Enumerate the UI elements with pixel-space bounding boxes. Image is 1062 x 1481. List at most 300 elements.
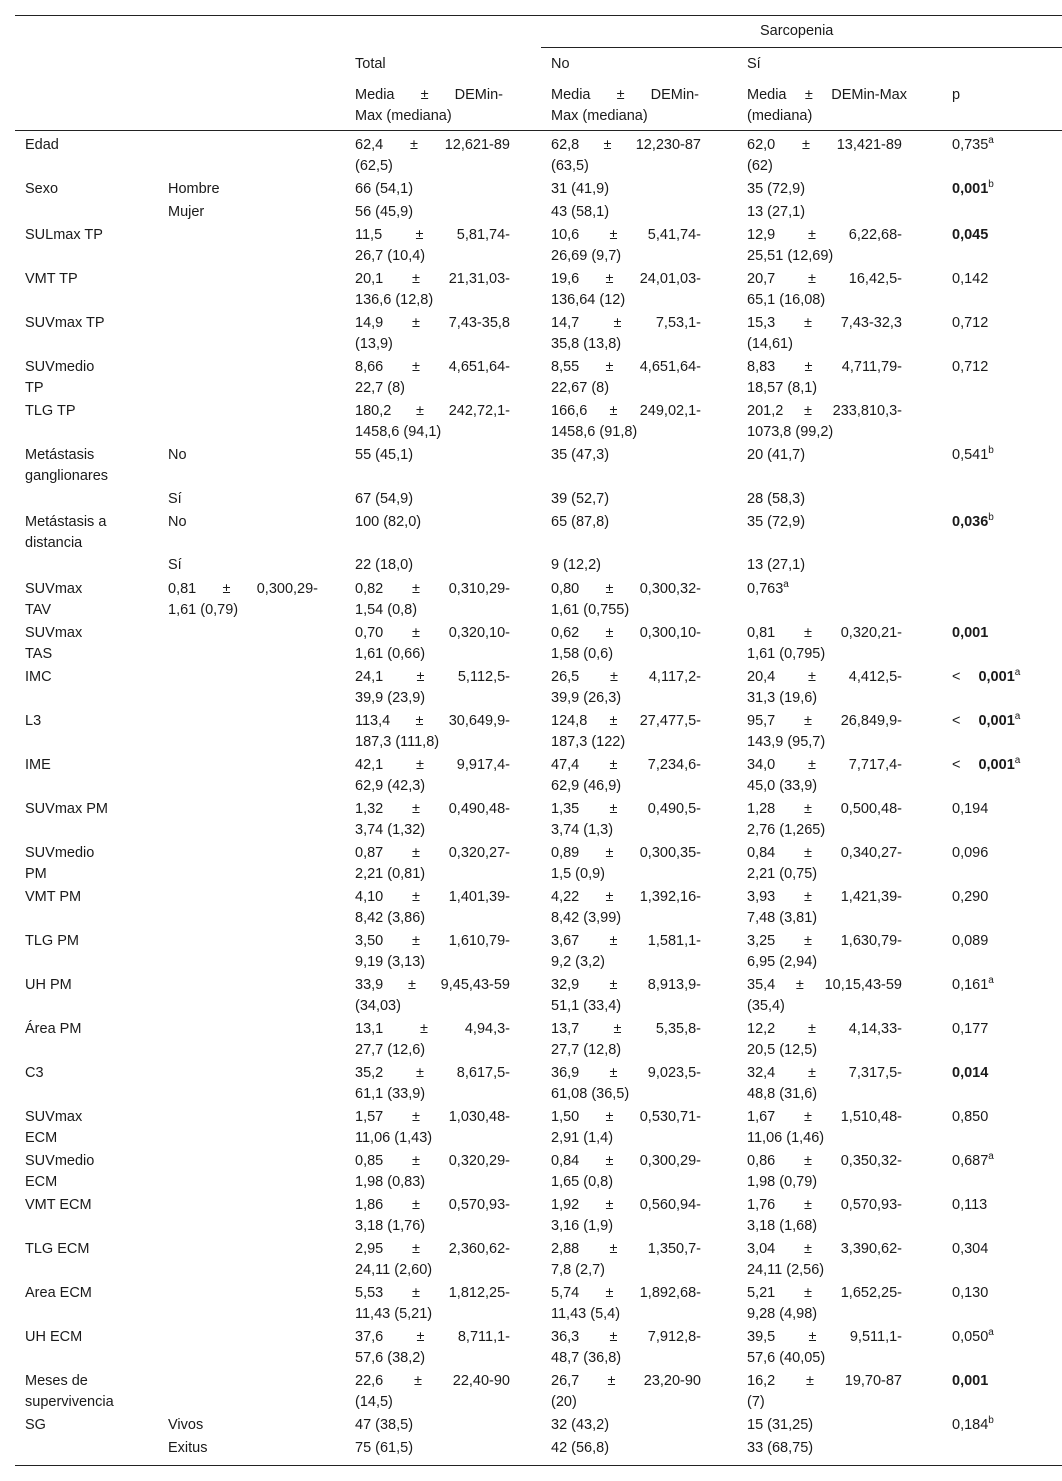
- cell-line: 166,6 ± 249,02,1-: [551, 403, 701, 419]
- cell-line: 57,6 (40,05): [747, 1350, 826, 1366]
- cell-no: [551, 1239, 701, 1281]
- cell-line: 43 (58,1): [551, 204, 610, 220]
- cell-line: 61,1 (33,9): [355, 1086, 426, 1102]
- cell-line: (14,5): [355, 1394, 393, 1410]
- cell-line: Metástasis a: [25, 514, 107, 530]
- cell-line: 14,7 ± 7,53,1-: [551, 315, 701, 331]
- cell-line: 8,42 (3,99): [551, 910, 622, 926]
- row-variable: [25, 1415, 150, 1436]
- cell-line: SUVmax: [25, 625, 83, 641]
- p-value: 0,001: [978, 757, 1015, 773]
- cell-no: [551, 1327, 701, 1369]
- cell-line: 187,3 (111,8): [355, 734, 440, 750]
- cell-total: [355, 755, 510, 797]
- cell-si: [747, 887, 902, 929]
- cell-line: SUVmax PM: [25, 801, 108, 817]
- p-value: 0,045: [952, 227, 989, 243]
- cell-line: 34,0 ± 7,717,4-: [747, 757, 902, 773]
- cell-line: UH ECM: [25, 1329, 83, 1345]
- cell-line: 36,3 ± 7,912,8-: [551, 1329, 701, 1345]
- cell-no: [551, 1063, 701, 1105]
- cell-total: [355, 512, 510, 533]
- cell-line: 20 (41,7): [747, 447, 806, 463]
- cell-line: 61,08 (36,5): [551, 1086, 630, 1102]
- cell-p-value: [952, 1107, 1057, 1128]
- cell-line: Sexo: [25, 181, 59, 197]
- cell-line: 35,8 (13,8): [551, 336, 622, 352]
- row-category: [168, 579, 318, 621]
- cell-total: [355, 1019, 510, 1061]
- cell-line: 1,67 ± 1,510,48-: [747, 1109, 902, 1125]
- header-stat-total: [355, 85, 503, 127]
- cell-si: [747, 555, 902, 576]
- cell-line: 6,95 (2,94): [747, 954, 818, 970]
- cell-line: 11,43 (5,21): [355, 1306, 433, 1322]
- cell-line: 1458,6 (94,1): [355, 424, 442, 440]
- cell-total: [355, 931, 510, 973]
- cell-line: 20,4 ± 4,412,5-: [747, 669, 902, 685]
- cell-line: 57,6 (38,2): [355, 1350, 426, 1366]
- cell-p-value: [952, 843, 1057, 864]
- cell-p-value: [952, 357, 1057, 378]
- cell-line: 62,4 ± 12,621-89: [355, 137, 510, 153]
- cell-no: [551, 1019, 701, 1061]
- cell-si: [747, 1063, 902, 1105]
- p-value: 0,096: [952, 845, 989, 861]
- header-bottom-rule: [15, 130, 1062, 131]
- cell-total: [355, 1415, 510, 1436]
- cell-line: 22 (18,0): [355, 557, 414, 573]
- cell-line: 1,61 (0,755): [551, 602, 630, 618]
- cell-no: [551, 1151, 701, 1193]
- cell-no: [551, 975, 701, 1017]
- header-stat-line: Max (mediana): [355, 108, 452, 124]
- p-value: 0,177: [952, 1021, 989, 1037]
- cell-si: [747, 202, 902, 223]
- cell-total: [355, 1239, 510, 1281]
- cell-line: Mujer: [168, 204, 205, 220]
- cell-p-value: [952, 225, 1057, 246]
- cell-line: TAV: [25, 602, 52, 618]
- row-category: [168, 202, 318, 223]
- cell-line: 35 (47,3): [551, 447, 610, 463]
- footnote-marker: a: [988, 135, 994, 147]
- cell-line: 1,76 ± 0,570,93-: [747, 1197, 902, 1213]
- p-value: 0,687: [952, 1153, 989, 1169]
- cell-line: 20,5 (12,5): [747, 1042, 818, 1058]
- cell-p-value: [952, 975, 1057, 996]
- cell-line: SULmax TP: [25, 227, 103, 243]
- cell-line: 0,82 ± 0,310,29-: [355, 581, 510, 597]
- cell-line: TLG TP: [25, 403, 76, 419]
- cell-total: [355, 401, 510, 443]
- row-variable: [25, 799, 150, 820]
- cell-total: [355, 1371, 510, 1413]
- row-variable: [25, 357, 150, 399]
- cell-line: 1,32 ± 0,490,48-: [355, 801, 510, 817]
- cell-line: 2,21 (0,75): [747, 866, 818, 882]
- cell-total: [355, 1151, 510, 1193]
- cell-si: [747, 1438, 902, 1459]
- cell-line: Sí: [168, 491, 182, 507]
- cell-line: 201,2 ± 233,810,3-: [747, 403, 902, 419]
- cell-no: [551, 1107, 701, 1149]
- cell-line: 180,2 ± 242,72,1-: [355, 403, 510, 419]
- cell-line: 5,21 ± 1,652,25-: [747, 1285, 902, 1301]
- cell-line: IMC: [25, 669, 52, 685]
- cell-si: [747, 269, 902, 311]
- cell-p-value: [952, 269, 1057, 290]
- cell-line: C3: [25, 1065, 44, 1081]
- cell-si: [747, 512, 902, 533]
- p-value: 0,304: [952, 1241, 989, 1257]
- cell-line: L3: [25, 713, 42, 729]
- cell-no: [551, 667, 701, 709]
- cell-line: 11,06 (1,43): [355, 1130, 433, 1146]
- cell-line: 3,04 ± 3,390,62-: [747, 1241, 902, 1257]
- cell-total: [355, 1438, 510, 1459]
- cell-line: 13,1 ± 4,94,3-: [355, 1021, 510, 1037]
- cell-line: 35,2 ± 8,617,5-: [355, 1065, 510, 1081]
- cell-si: [747, 401, 902, 443]
- cell-line: (63,5): [551, 158, 589, 174]
- cell-line: 24,11 (2,60): [355, 1262, 433, 1278]
- p-value: 0,089: [952, 933, 989, 949]
- cell-line: 11,06 (1,46): [747, 1130, 825, 1146]
- cell-line: 27,7 (12,8): [551, 1042, 622, 1058]
- header-stat-line: (mediana): [747, 108, 813, 124]
- cell-line: 136,6 (12,8): [355, 292, 434, 308]
- cell-line: (62): [747, 158, 773, 174]
- cell-line: 3,67 ± 1,581,1-: [551, 933, 701, 949]
- p-value: 0,712: [952, 315, 989, 331]
- cell-line: Edad: [25, 137, 59, 153]
- header-stat-line: Max (mediana): [551, 108, 648, 124]
- cell-si: [747, 445, 902, 466]
- row-variable: [25, 887, 150, 908]
- p-value: 0,194: [952, 801, 989, 817]
- cell-total: [355, 135, 510, 177]
- cell-line: 0,87 ± 0,320,27-: [355, 845, 510, 861]
- cell-line: supervivencia: [25, 1394, 114, 1410]
- cell-si: [747, 313, 902, 355]
- cell-line: 9,28 (4,98): [747, 1306, 818, 1322]
- cell-p-value: [952, 931, 1057, 952]
- cell-no: [551, 799, 701, 841]
- row-variable: [25, 512, 150, 554]
- cell-line: 32 (43,2): [551, 1417, 610, 1433]
- row-variable: [25, 1195, 150, 1216]
- cell-line: 67 (54,9): [355, 491, 414, 507]
- cell-line: 62,9 (42,3): [355, 778, 426, 794]
- cell-line: 33,9 ± 9,45,43-59: [355, 977, 510, 993]
- cell-line: 2,91 (1,4): [551, 1130, 614, 1146]
- cell-line: 56 (45,9): [355, 204, 414, 220]
- row-variable: [25, 1283, 150, 1304]
- footnote-marker: b: [988, 445, 994, 457]
- cell-line: 12,9 ± 6,22,68-: [747, 227, 902, 243]
- cell-line: SUVmax: [25, 581, 83, 597]
- p-value: 0,712: [952, 359, 989, 375]
- p-value: 0,001: [952, 1373, 989, 1389]
- footnote-marker: b: [988, 512, 994, 524]
- cell-line: 42,1 ± 9,917,4-: [355, 757, 510, 773]
- cell-line: 2,95 ± 2,360,62-: [355, 1241, 510, 1257]
- p-value: 0,161: [952, 977, 989, 993]
- cell-line: TLG PM: [25, 933, 79, 949]
- cell-total: [355, 269, 510, 311]
- cell-line: 3,74 (1,32): [355, 822, 426, 838]
- cell-si: [747, 975, 902, 1017]
- cell-si: [747, 623, 902, 665]
- cell-line: 62,8 ± 12,230-87: [551, 137, 701, 153]
- p-value: 0,036: [952, 514, 989, 530]
- cell-line: 1,54 (0,8): [355, 602, 418, 618]
- cell-line: 1458,6 (91,8): [551, 424, 638, 440]
- cell-line: 1,50 ± 0,530,71-: [551, 1109, 701, 1125]
- cell-no: [551, 1283, 701, 1325]
- row-variable: [25, 269, 150, 290]
- cell-total: [355, 313, 510, 355]
- cell-line: 7,8 (2,7): [551, 1262, 605, 1278]
- cell-line: 15,3 ± 7,43-32,3: [747, 315, 902, 331]
- cell-no: [551, 401, 701, 443]
- cell-no: [551, 445, 701, 466]
- cell-line: 22,7 (8): [355, 380, 405, 396]
- cell-si: [747, 1019, 902, 1061]
- cell-no: [551, 555, 701, 576]
- cell-total: [355, 202, 510, 223]
- cell-line: 24,1 ± 5,112,5-: [355, 669, 510, 685]
- less-than-sign: <: [952, 757, 961, 773]
- cell-line: 0,86 ± 0,350,32-: [747, 1153, 902, 1169]
- cell-total: [355, 1327, 510, 1369]
- cell-line: 35 (72,9): [747, 181, 806, 197]
- cell-no: [551, 225, 701, 267]
- cell-no: [551, 202, 701, 223]
- cell-p-value: [952, 1063, 1057, 1084]
- cell-line: Exitus: [168, 1440, 208, 1456]
- cell-line: 9 (12,2): [551, 557, 601, 573]
- cell-line: (35,4): [747, 998, 785, 1014]
- cell-si: [747, 1239, 902, 1281]
- cell-si: [747, 1415, 902, 1436]
- row-variable: [25, 313, 150, 334]
- cell-total: [355, 975, 510, 1017]
- cell-si: [747, 931, 902, 973]
- row-variable: [25, 1063, 150, 1084]
- cell-p-value: [952, 1415, 1057, 1436]
- table-top-rule: [15, 15, 1062, 16]
- footnote-marker: a: [1014, 755, 1021, 767]
- cell-line: 3,74 (1,3): [551, 822, 614, 838]
- cell-line: 31 (41,9): [551, 181, 610, 197]
- cell-line: 33 (68,75): [747, 1440, 814, 1456]
- cell-line: VMT TP: [25, 271, 78, 287]
- cell-line: 4,22 ± 1,392,16-: [551, 889, 701, 905]
- cell-si: [747, 843, 902, 885]
- cell-no: [551, 1415, 701, 1436]
- cell-line: 39,5 ± 9,511,1-: [747, 1329, 902, 1345]
- header-total: Total: [355, 56, 386, 72]
- cell-total: [355, 843, 510, 885]
- cell-line: 9,2 (3,2): [551, 954, 605, 970]
- cell-line: 10,6 ± 5,41,74-: [551, 227, 701, 243]
- cell-line: 3,16 (1,9): [551, 1218, 614, 1234]
- cell-line: 62,0 ± 13,421-89: [747, 137, 902, 153]
- cell-no: [551, 755, 701, 797]
- cell-line: 143,9 (95,7): [747, 734, 826, 750]
- cell-line: 3,18 (1,68): [747, 1218, 818, 1234]
- cell-no: [551, 843, 701, 885]
- row-category: [168, 555, 318, 576]
- cell-line: 37,6 ± 8,711,1-: [355, 1329, 510, 1345]
- cell-line: (62,5): [355, 158, 393, 174]
- cell-line: 1073,8 (99,2): [747, 424, 834, 440]
- cell-line: 62,9 (46,9): [551, 778, 622, 794]
- cell-p-value: [952, 1195, 1057, 1216]
- cell-line: 3,25 ± 1,630,79-: [747, 933, 902, 949]
- row-variable: [25, 135, 150, 156]
- header-stat-line: Media ± DEMin-Max: [747, 87, 907, 103]
- cell-total: [355, 1107, 510, 1149]
- less-than-sign: <: [952, 713, 961, 729]
- cell-line: UH PM: [25, 977, 72, 993]
- row-variable: [25, 179, 150, 200]
- cell-line: 1,57 ± 1,030,48-: [355, 1109, 510, 1125]
- cell-total: [355, 357, 510, 399]
- cell-total: [355, 579, 510, 621]
- row-variable: [25, 1107, 150, 1149]
- cell-line: 18,57 (8,1): [747, 380, 818, 396]
- cell-line: 26,7 (10,4): [355, 248, 426, 264]
- cell-line: 1,86 ± 0,570,93-: [355, 1197, 510, 1213]
- cell-line: 0,89 ± 0,300,35-: [551, 845, 701, 861]
- cell-total: [355, 711, 510, 753]
- row-variable: [25, 1151, 150, 1193]
- cell-no: [551, 887, 701, 929]
- cell-line: 0,84 ± 0,300,29-: [551, 1153, 701, 1169]
- footnote-marker: a: [1014, 667, 1021, 679]
- cell-total: [355, 1195, 510, 1237]
- p-value: 0,142: [952, 271, 989, 287]
- footnote-marker: b: [988, 179, 994, 191]
- cell-line: 124,8 ± 27,477,5-: [551, 713, 701, 729]
- cell-no: [551, 357, 701, 399]
- cell-si: [747, 711, 902, 753]
- header-sarcopenia: Sarcopenia: [760, 23, 834, 39]
- cell-si: [747, 489, 902, 510]
- row-category: [168, 489, 318, 510]
- cell-line: 3,93 ± 1,421,39-: [747, 889, 902, 905]
- cell-line: 26,5 ± 4,117,2-: [551, 669, 701, 685]
- cell-si: [747, 1327, 902, 1369]
- cell-line: 3,50 ± 1,610,79-: [355, 933, 510, 949]
- cell-no: [551, 931, 701, 973]
- header-stat-line: Media ± DEMin-: [355, 87, 503, 103]
- cell-no: [551, 179, 701, 200]
- header-no: No: [551, 56, 570, 72]
- cell-line: 1,5 (0,9): [551, 866, 605, 882]
- p-value: 0,735: [952, 137, 989, 153]
- cell-line: 35 (72,9): [747, 514, 806, 530]
- cell-no: [551, 1438, 701, 1459]
- cell-line: 1,92 ± 0,560,94-: [551, 1197, 701, 1213]
- cell-no: [551, 579, 701, 621]
- row-variable: [25, 1019, 150, 1040]
- cell-line: 13 (27,1): [747, 204, 806, 220]
- cell-line: Sí: [168, 557, 182, 573]
- cell-line: 14,9 ± 7,43-35,8: [355, 315, 510, 331]
- cell-line: 0,85 ± 0,320,29-: [355, 1153, 510, 1169]
- cell-si: [747, 579, 902, 600]
- row-variable: [25, 1239, 150, 1260]
- cell-line: 13,7 ± 5,35,8-: [551, 1021, 701, 1037]
- cell-line: 32,9 ± 8,913,9-: [551, 977, 701, 993]
- cell-line: 31,3 (19,6): [747, 690, 818, 706]
- cell-line: 0,763$^a$: [747, 579, 789, 597]
- cell-line: ganglionares: [25, 468, 109, 484]
- cell-no: [551, 135, 701, 177]
- cell-line: (34,03): [355, 998, 401, 1014]
- cell-p-value: [952, 1371, 1057, 1392]
- cell-line: 36,9 ± 9,023,5-: [551, 1065, 701, 1081]
- p-value: 0,113: [952, 1197, 988, 1213]
- cell-p-value: [952, 887, 1057, 908]
- p-value: 0,130: [952, 1285, 989, 1301]
- cell-line: 0,70 ± 0,320,10-: [355, 625, 510, 641]
- cell-line: SUVmax TP: [25, 315, 105, 331]
- cell-line: 45,0 (33,9): [747, 778, 818, 794]
- header-stat-no: [551, 85, 699, 127]
- cell-total: [355, 887, 510, 929]
- cell-line: 0,80 ± 0,300,32-: [551, 581, 701, 597]
- cell-no: [551, 512, 701, 533]
- cell-line: 13 (27,1): [747, 557, 806, 573]
- p-value: 0,001: [978, 669, 1015, 685]
- cell-line: 20,1 ± 21,31,03-: [355, 271, 510, 287]
- cell-line: 1,98 (0,79): [747, 1174, 818, 1190]
- cell-line: 55 (45,1): [355, 447, 414, 463]
- cell-line: VMT ECM: [25, 1197, 92, 1213]
- cell-line: 0,81 ± 0,320,21-: [747, 625, 902, 641]
- row-variable: [25, 1371, 150, 1413]
- cell-line: 1,98 (0,83): [355, 1174, 426, 1190]
- cell-line: Área PM: [25, 1021, 82, 1037]
- cell-si: [747, 667, 902, 709]
- cell-line: 24,11 (2,56): [747, 1262, 825, 1278]
- row-variable: [25, 623, 150, 665]
- cell-p-value: [952, 667, 1057, 688]
- cell-line: 51,1 (33,4): [551, 998, 622, 1014]
- cell-line: 7,48 (3,81): [747, 910, 818, 926]
- cell-total: [355, 489, 510, 510]
- cell-total: [355, 799, 510, 841]
- cell-line: 48,8 (31,6): [747, 1086, 818, 1102]
- p-value: 0,050: [952, 1329, 989, 1345]
- cell-si: [747, 357, 902, 399]
- cell-line: 11,5 ± 5,81,74-: [355, 227, 510, 243]
- cell-line: SUVmax: [25, 1109, 83, 1125]
- cell-line: 1,61 (0,795): [747, 646, 826, 662]
- cell-line: 1,58 (0,6): [551, 646, 614, 662]
- cell-line: 28 (58,3): [747, 491, 806, 507]
- cell-si: [747, 225, 902, 267]
- cell-line: 3,18 (1,76): [355, 1218, 426, 1234]
- cell-line: TLG ECM: [25, 1241, 90, 1257]
- row-category: [168, 1438, 318, 1459]
- cell-line: 2,88 ± 1,350,7-: [551, 1241, 701, 1257]
